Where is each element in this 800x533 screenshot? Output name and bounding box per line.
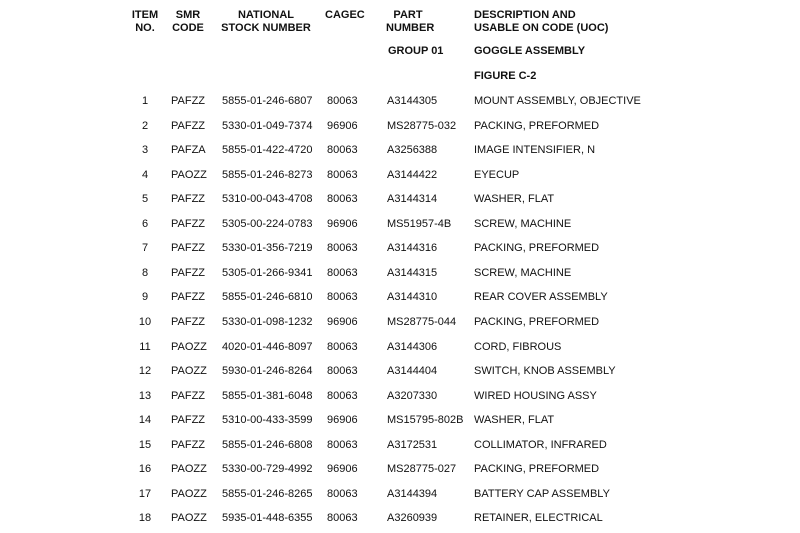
part-number: A3144314 [387,193,438,206]
part-number: A3144305 [387,95,438,107]
cagec: 96906 [327,463,358,476]
description: MOUNT ASSEMBLY, OBJECTIVE [474,95,641,107]
smr-code: PAFZZ [171,389,206,402]
item-number: 17 [138,487,152,500]
item-number: 7 [141,242,149,255]
part-number: A3144306 [387,340,438,353]
smr-code: PAOZZ [171,512,207,525]
table-row [0,167,800,183]
national-stock-number: 5855-01-246-8273 [222,168,313,181]
description: SCREW, MACHINE [474,217,572,230]
smr-code: PAFZZ [171,193,206,206]
cagec: 80063 [327,438,358,451]
description: WIRED HOUSING ASSY [474,389,597,402]
part-number: MS28775-027 [387,463,457,476]
item-number: 1 [141,95,149,107]
description: SWITCH, KNOB ASSEMBLY [474,365,616,378]
smr-code: PAOZZ [171,365,207,378]
cagec: 80063 [327,168,358,181]
description: SCREW, MACHINE [474,266,572,279]
national-stock-number: 5930-01-246-8264 [222,365,313,378]
cagec: 80063 [327,95,358,107]
part-number: A3172531 [387,438,438,451]
item-number: 5 [141,193,149,206]
national-stock-number: 4020-01-446-8097 [222,340,313,353]
smr-code: PAFZZ [171,438,206,451]
national-stock-number: 5330-01-049-7374 [222,119,313,132]
cagec: 80063 [327,242,358,255]
table-row [0,289,800,305]
cagec: 80063 [327,144,358,157]
cagec: 80063 [327,266,358,279]
item-number: 4 [141,168,149,181]
item-number: 6 [141,217,149,230]
smr-code: PAFZZ [171,242,206,255]
national-stock-number: 5935-01-448-6355 [222,512,313,525]
item-number: 16 [138,463,152,476]
figure-label: FIGURE C-2 [474,70,537,82]
smr-code: PAFZZ [171,414,206,427]
description: PACKING, PREFORMED [474,242,600,255]
header-national-stock-number: NATIONAL STOCK NUMBER [221,9,311,34]
part-number: A3144404 [387,365,438,378]
cagec: 80063 [327,193,358,206]
table-row [0,388,800,404]
item-number: 8 [141,266,149,279]
table-row [0,363,800,379]
item-number: 12 [138,365,152,378]
cagec: 80063 [327,389,358,402]
table-row [0,93,800,109]
item-number: 11 [139,340,151,353]
part-number: A3144310 [387,291,438,304]
national-stock-number: 5855-01-381-6048 [222,389,313,402]
smr-code: PAOZZ [171,463,207,476]
cagec: 80063 [327,291,358,304]
table-row [0,314,800,330]
table-row [0,216,800,232]
table-row [0,142,800,158]
cagec: 80063 [327,340,358,353]
national-stock-number: 5855-01-422-4720 [222,144,313,157]
national-stock-number: 5855-01-246-6807 [222,95,313,107]
table-row [0,486,800,502]
cagec: 96906 [327,119,358,132]
description: CORD, FIBROUS [474,340,562,353]
national-stock-number: 5330-01-356-7219 [222,242,313,255]
item-number: 10 [138,315,152,328]
national-stock-number: 5330-00-729-4992 [222,463,313,476]
part-number: MS28775-044 [387,315,457,328]
part-number: A3144394 [387,487,438,500]
national-stock-number: 5310-00-043-4708 [222,193,313,206]
group-name: GOGGLE ASSEMBLY [474,45,586,57]
smr-code: PAFZZ [171,217,206,230]
part-number: A3256388 [387,144,438,157]
header-cagec: CAGEC [325,9,365,21]
table-row [0,510,800,526]
item-number: 9 [141,291,149,304]
cagec: 96906 [327,315,358,328]
header-item-no: ITEM NO. [131,9,159,34]
national-stock-number: 5330-01-098-1232 [222,315,313,328]
group-label: GROUP 01 [388,45,444,57]
part-number: A3144422 [387,168,438,181]
national-stock-number: 5310-00-433-3599 [222,414,313,427]
description: PACKING, PREFORMED [474,119,600,132]
description: COLLIMATOR, INFRARED [474,438,607,451]
table-row [0,240,800,256]
item-number: 14 [138,414,152,427]
description: EYECUP [474,168,520,181]
header-part-number: PART NUMBER [386,9,435,34]
smr-code: PAFZZ [171,95,206,107]
part-number: MS15795-802B [387,414,464,427]
cagec: 80063 [327,512,358,525]
description: REAR COVER ASSEMBLY [474,291,608,304]
part-number: MS28775-032 [387,119,457,132]
national-stock-number: 5855-01-246-6810 [222,291,313,304]
cagec: 80063 [327,487,358,500]
smr-code: PAFZA [171,144,206,157]
item-number: 15 [138,438,152,451]
description: WASHER, FLAT [474,414,555,427]
table-row [0,412,800,428]
smr-code: PAOZZ [171,168,207,181]
table-row [0,339,800,355]
part-number: A3260939 [387,512,438,525]
description: WASHER, FLAT [474,193,555,206]
national-stock-number: 5305-01-266-9341 [222,266,313,279]
item-number: 2 [141,119,149,132]
description: RETAINER, ELECTRICAL [474,512,603,525]
table-row [0,265,800,281]
item-number: 3 [141,144,149,157]
cagec: 96906 [327,217,358,230]
header-description: DESCRIPTION AND USABLE ON CODE (UOC) [474,9,609,34]
part-number: MS51957-4B [387,217,452,230]
smr-code: PAFZZ [171,266,206,279]
item-number: 18 [138,512,152,525]
part-number: A3144315 [387,266,438,279]
header-smr-code: SMR CODE [172,9,204,34]
national-stock-number: 5855-01-246-8265 [222,487,313,500]
smr-code: PAFZZ [171,119,206,132]
cagec: 80063 [327,365,358,378]
table-row [0,461,800,477]
part-number: A3144316 [387,242,438,255]
description: PACKING, PREFORMED [474,315,600,328]
item-number: 13 [138,389,152,402]
national-stock-number: 5305-00-224-0783 [222,217,313,230]
national-stock-number: 5855-01-246-6808 [222,438,313,451]
part-number: A3207330 [387,389,438,402]
table-row [0,437,800,453]
smr-code: PAOZZ [171,487,207,500]
smr-code: PAOZZ [171,340,207,353]
table-row [0,191,800,207]
table-row [0,118,800,134]
smr-code: PAFZZ [171,315,206,328]
description: IMAGE INTENSIFIER, N [474,144,596,157]
cagec: 96906 [327,414,358,427]
description: PACKING, PREFORMED [474,463,600,476]
smr-code: PAFZZ [171,291,206,304]
description: BATTERY CAP ASSEMBLY [474,487,610,500]
